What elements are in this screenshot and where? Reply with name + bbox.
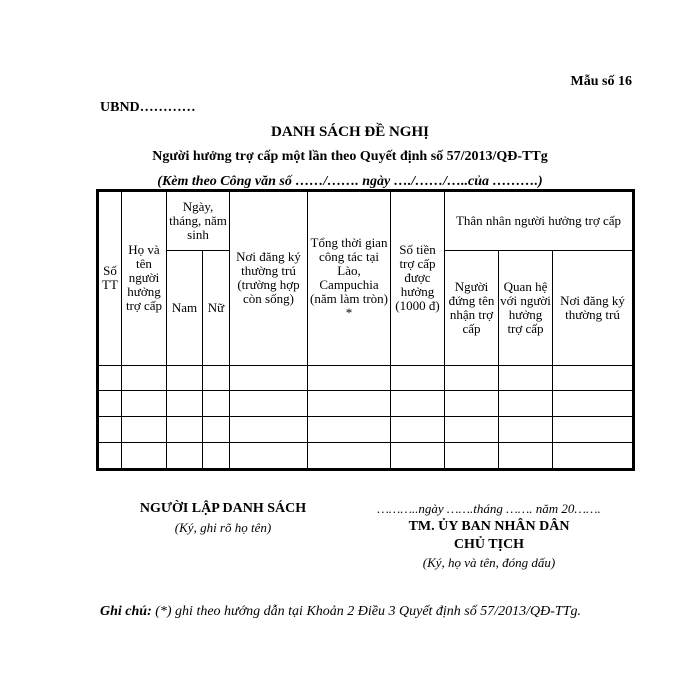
header-stt: Số TT [99, 192, 122, 366]
footnote-label: Ghi chú: [100, 604, 152, 619]
header-relatives: Thân nhân người hưởng trợ cấp [445, 192, 633, 251]
header-service-time: Tổng thời gian công tác tại Lào, Campuchia (năm làm tròn) * [308, 192, 391, 366]
header-relative-relation: Quan hệ với người hưởng trợ cấp [499, 251, 553, 365]
footnote-text: (*) ghi theo hướng dẫn tại Khoản 2 Điều 3 Quyết định số 57/2013/QĐ-TTg. [155, 604, 581, 619]
table-row [99, 442, 633, 468]
attachment-line: (Kèm theo Công văn số ……/……. ngày …./……/…..của ……….) [157, 174, 543, 189]
header-dob: Ngày, tháng, năm sinh [167, 192, 230, 251]
date-line: ………..ngày …….tháng ……. năm 20……. [377, 501, 601, 516]
table-row [99, 390, 633, 416]
header-male: Nam [167, 251, 203, 365]
header-amount: Số tiền trợ cấp được hưởng (1000 đ) [391, 192, 445, 366]
beneficiary-table [98, 191, 633, 469]
chairman-note: (Ký, họ và tên, đóng dấu) [422, 555, 556, 570]
document-subtitle: Người hưởng trợ cấp một lần theo Quyết định số 57/2013/QĐ-TTg [152, 149, 548, 164]
header-female: Nữ [203, 251, 230, 365]
table-row [99, 416, 633, 442]
committee-title: TM. ỦY BAN NHÂN DÂN [408, 519, 570, 534]
chairman-title: CHỦ TỊCH [453, 537, 525, 552]
agency-name: UBND………… [100, 100, 196, 115]
preparer-note: (Ký, ghi rõ họ tên) [174, 520, 272, 535]
form-number: Mẫu số 16 [570, 74, 632, 89]
header-relative-name: Người đứng tên nhận trợ cấp [445, 251, 499, 365]
preparer-title: NGƯỜI LẬP DANH SÁCH [139, 501, 307, 516]
footnote [100, 604, 660, 620]
header-relative-residence: Nơi đăng ký thường trú [553, 251, 633, 365]
header-name: Họ và tên người hưởng trợ cấp [122, 192, 167, 366]
table-row [99, 365, 633, 390]
document-title: DANH SÁCH ĐỀ NGHỊ [271, 124, 429, 140]
header-residence: Nơi đăng ký thường trú (trường hợp còn sống) [230, 192, 308, 366]
